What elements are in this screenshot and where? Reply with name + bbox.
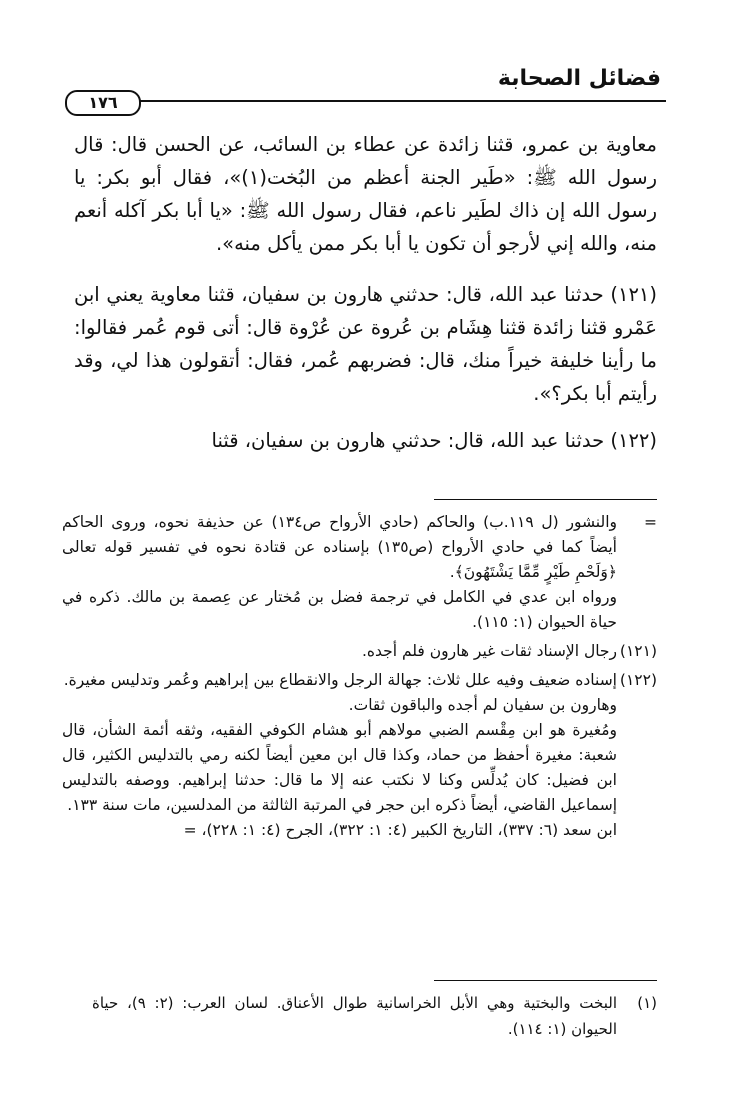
note-continuation [62,510,657,635]
main-text [74,128,657,457]
footnote-1 [92,990,657,1042]
main-paragraph-121: (١٢١) حدثنا عبد الله، قال: حدثني هارون بن سفيان، قثنا معاوية يعني ابن عَمْرو قثنا زائدة قثنا هِشَام بن عُروة عن عُرْوة قال: أتى قوم عُمر فقالوا: ما رأينا خليفة خيراً منك، قال: فضربهم عُمر، فقال: أتقولون هذا لي، وقد رأيتم أبا بكر؟». [74,283,657,405]
main-paragraph-1: معاوية بن عمرو، قثنا زائدة عن عطاء بن السائب، عن الحسن قال: قال رسول الله ﷺ: «طَير الجنة أعظم من البُخت(١)»، فقال أبو بكر: يا رسول الله إن ذاك لطَير ناعم، فقال رسول الله ﷺ: «يا أبا بكر آكله أنعم منه، والله إني لأرجو أن تكون يا أبا بكر ممن يأكل منه». [74,133,657,255]
note-line: وهارون بن سفيان لم أجده والباقون ثقات. [348,696,617,714]
note-line: ورواه ابن عدي في الكامل في ترجمة فضل بن مُختار عن عِصمة بن مالك. ذكره في حياة الحيوان (١: ١١٥). [62,588,617,631]
footnote-rule [434,980,657,981]
note-122 [62,668,657,843]
note-marker: = [644,513,657,531]
page-number: ١٧٦ [65,90,141,116]
notes-rule [434,499,657,500]
note-marker: (١٢١) [619,642,657,660]
note-line: ابن سعد (٦: ٣٣٧)، التاريخ الكبير (٤: ١: ٣٢٢)، الجرح (٤: ١: ٢٢٨)، = [183,821,617,839]
note-marker: (١٢٢) [619,671,657,689]
note-line: إسناده ضعيف وفيه علل ثلاث: جهالة الرجل والانقطاع بين إبراهيم وعُمر وتدليس مغيرة. [63,671,617,689]
header-rule [76,100,666,102]
running-header-title: فضائل الصحابة [497,66,661,91]
commentary-notes [62,510,657,843]
note-line: والنشور (ل ١١٩.ب) والحاكم (حادي الأرواح ص١٣٤) عن حذيفة نحوه، وروى الحاكم أيضاً كما في حادي الأرواح (ص١٣٥) بإسناده عن قتادة نحوه في تفسير قوله تعالى ﴿وَلَحْمِ طَيْرٍ مِّمَّا يَشْتَهُونَ﴾. [62,513,617,581]
note-line: رجال الإسناد ثقات غير هارون فلم أجده. [361,642,617,660]
note-line: ومُغيرة هو ابن مِقْسم الضبي مولاهم أبو هشام الكوفي الفقيه، وثقه أئمة الشأن، قال شعبة: مغيرة أحفظ من حماد، وكذا قال ابن معين أيضاً لكنه رمي بالتدليس الكثير، قال ابن فضيل: كان يُدلِّس وكنا لا نكتب عنه إلا ما قال: حدثنا إبراهيم. ووصفه بالتدليس إسماعيل القاضي، أيضاً ذكره ابن حجر في المرتبة الثالثة من المدلسين، مات سنة ١٣٣. [62,721,617,814]
note-121 [62,639,657,664]
footnote-marker: (١) [637,994,657,1012]
main-paragraph-122: (١٢٢) حدثنا عبد الله، قال: حدثني هارون بن سفيان، قثنا [211,429,657,452]
footnote-text: البخت والبختية وهي الأبل الخراسانية طوال الأعناق. لسان العرب: (٢: ٩)، حياة الحيوان (١: ١١٤). [92,994,617,1038]
